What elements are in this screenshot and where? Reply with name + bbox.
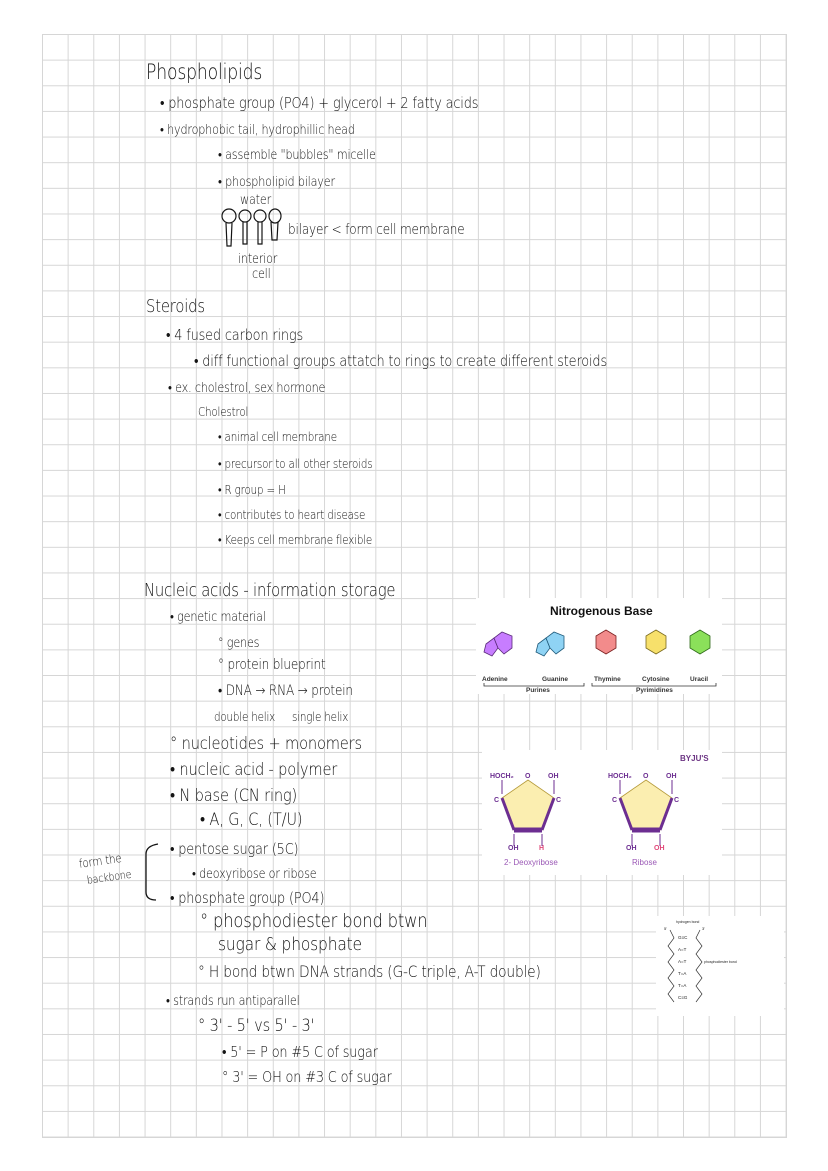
note-line: • R group = H	[218, 483, 286, 497]
svg-text:HOCH₂: HOCH₂	[608, 773, 632, 780]
note-line: • hydrophobic tail, hydrophillic head	[160, 123, 355, 138]
group-brackets	[476, 682, 722, 688]
ribose-ring-icon	[620, 780, 672, 846]
note-line: • N base (CN ring)	[170, 786, 298, 806]
cytosine-structure-icon	[646, 630, 666, 654]
note-line: • 5' = P on #5 C of sugar	[222, 1043, 378, 1061]
note-line: ° genes	[218, 636, 260, 651]
adenine-structure-icon	[484, 632, 512, 656]
figure-dna-double-helix	[656, 916, 784, 1016]
svg-text:OH: OH	[508, 845, 519, 852]
diagram-label-bilayer: bilayer < form cell membrane	[288, 222, 465, 238]
note-line: ° protein blueprint	[218, 657, 326, 673]
phospholipid-bilayer-sketch	[220, 208, 284, 256]
note-line: ° H bond btwn DNA strands (G-C triple, A-T double)	[198, 962, 541, 981]
note-line: • deoxyribose or ribose	[192, 867, 317, 882]
svg-text:O: O	[525, 773, 531, 780]
base-label: Guanine	[542, 676, 569, 683]
heading-nucleic-acids: Nucleic acids - information storage	[144, 580, 396, 601]
svg-text:C: C	[612, 797, 618, 804]
svg-text:OH: OH	[654, 845, 665, 852]
backbone-bracket	[140, 842, 162, 904]
svg-text:A=T: A=T	[678, 947, 687, 952]
note-line: ° nucleotides + monomers	[170, 734, 362, 754]
sugar-ring-structures	[482, 768, 722, 858]
helix-label-double: double helix	[214, 710, 276, 724]
note-line: • precursor to all other steroids	[218, 457, 373, 471]
note-line: ° 3' - 5' vs 5' - 3'	[198, 1016, 315, 1036]
svg-text:A=T: A=T	[678, 959, 687, 964]
thymine-structure-icon	[596, 630, 616, 654]
note-line: • pentose sugar (5C)	[170, 840, 299, 858]
helix-label-single: single helix	[292, 710, 349, 724]
heading-steroids: Steroids	[146, 296, 205, 317]
svg-text:OH: OH	[666, 773, 677, 780]
subheading-cholesterol: Cholestrol	[198, 405, 249, 419]
note-line: • assemble "bubbles" micelle	[218, 148, 376, 163]
base-structures	[476, 620, 722, 670]
note-line: • contributes to heart disease	[218, 508, 366, 522]
note-line: • genetic material	[170, 610, 266, 625]
base-label: Thymine	[594, 676, 621, 683]
svg-text:HOCH₂: HOCH₂	[490, 773, 514, 780]
svg-text:C: C	[494, 797, 500, 804]
note-line: • DNA → RNA → protein	[218, 683, 353, 699]
svg-text:G≡C: G≡C	[678, 935, 688, 940]
note-line: • animal cell membrane	[218, 430, 337, 444]
svg-text:hydrogen bond: hydrogen bond	[676, 920, 700, 924]
svg-text:OH: OH	[548, 773, 559, 780]
figure-nitrogenous-base	[476, 598, 722, 694]
diagram-label-cell: cell	[252, 267, 271, 282]
svg-text:T=A: T=A	[678, 971, 687, 976]
svg-text:3': 3'	[702, 926, 705, 931]
uracil-structure-icon	[690, 630, 710, 654]
note-line: • phosphate group (PO4) + glycerol + 2 fatty acids	[160, 94, 479, 112]
note-line: • nucleic acid - polymer	[170, 760, 338, 780]
note-line: • Keeps cell membrane flexible	[218, 533, 373, 547]
guanine-structure-icon	[536, 632, 564, 656]
svg-text:H: H	[539, 845, 545, 852]
figure-pentose-sugars	[482, 750, 722, 875]
note-line: sugar & phosphate	[218, 934, 362, 955]
figure-title: Nitrogenous Base	[550, 604, 653, 618]
group-label-pyrimidines: Pyrimidines	[636, 687, 673, 694]
note-line: • phospholipid bilayer	[218, 175, 335, 190]
note-line: • diff functional groups attatch to rings to create different steroids	[194, 352, 608, 370]
note-line: ° 3' = OH on #3 C of sugar	[222, 1068, 392, 1086]
diagram-label-water: water	[240, 193, 272, 208]
svg-text:O: O	[643, 773, 649, 780]
svg-text:OH: OH	[626, 845, 637, 852]
svg-text:C: C	[674, 797, 680, 804]
base-label: Adenine	[482, 676, 508, 683]
note-line: • A, G, C, (T/U)	[200, 810, 303, 830]
svg-text:C: C	[556, 797, 562, 804]
svg-text:T=A: T=A	[678, 983, 687, 988]
note-line: ° phosphodiester bond btwn	[200, 910, 428, 932]
svg-text:C≡G: C≡G	[678, 995, 688, 1000]
note-line: • phosphate group (PO4)	[170, 889, 325, 907]
heading-phospholipids: Phospholipids	[146, 60, 263, 84]
sugar-label-deoxyribose: 2- Deoxyribose	[504, 858, 558, 867]
svg-text:5': 5'	[664, 926, 667, 931]
base-label: Cytosine	[642, 676, 670, 683]
note-line: • 4 fused carbon rings	[166, 326, 303, 344]
svg-text:phosphodiester bond: phosphodiester bond	[704, 960, 737, 964]
group-label-purines: Purines	[526, 687, 550, 694]
backbone-note-2: backbone	[86, 867, 133, 887]
note-line: • ex. cholestrol, sex hormone	[168, 381, 326, 396]
diagram-label-interior: interior	[238, 252, 278, 267]
dna-helix-icon	[656, 916, 784, 1016]
sugar-label-ribose: Ribose	[632, 858, 657, 867]
brand-logo: BYJU'S	[680, 754, 709, 763]
backbone-note-1: form the	[78, 851, 123, 871]
deoxyribose-ring-icon	[502, 780, 554, 846]
note-line: • strands run antiparallel	[166, 994, 300, 1009]
base-label: Uracil	[690, 676, 709, 683]
